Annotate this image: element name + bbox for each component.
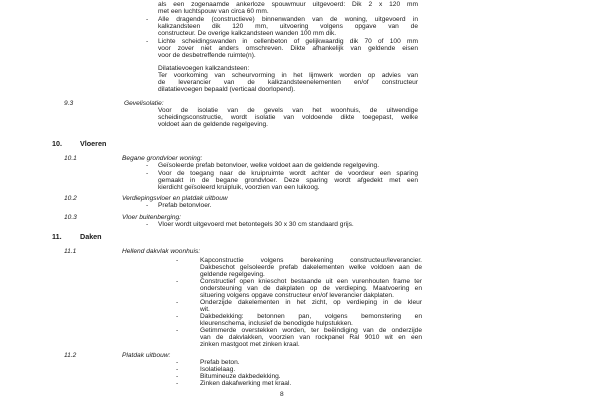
bullet-dash: - <box>176 257 179 264</box>
bullet-dash: - <box>176 359 179 366</box>
paragraph-line: Ter voorkoming van scheurvorming in het lijmwerk worden op advies van <box>158 72 418 79</box>
bullet-dash: - <box>176 313 179 320</box>
intro-bullet-line: voor zover niet anders omschreven. Dikte afhankelijk van geldende eisen <box>158 45 418 52</box>
bullet-dash: - <box>146 170 149 177</box>
bullet-line: gemaakt in de begane grondvloer. Deze sparing wordt afgedekt met een <box>158 177 418 184</box>
bullet-line: kleurenschema, inclusief de benodigde hulpstukken. <box>200 320 353 327</box>
section-title: Vloer buitenberging: <box>122 214 182 221</box>
paragraph-line: voldoet aan de geldende regelgeving. <box>158 121 268 128</box>
bullet-line: Voor de toegang naar de kruipruimte wordt achter de voordeur een sparing <box>158 170 418 177</box>
bullet-dash: - <box>176 373 179 380</box>
bullet-line: zinken mastgoot met zinken kraal. <box>200 341 300 348</box>
bullet-dash: - <box>176 278 179 285</box>
bullet-line: geldende regelgeving. <box>200 271 265 278</box>
section-number: 10.3 <box>64 214 77 221</box>
section-title: Platdak uitbouw: <box>122 352 171 359</box>
bullet-dash: - <box>146 16 149 23</box>
bullet-dash: - <box>146 162 149 169</box>
page-number: 8 <box>280 391 284 398</box>
bullet-line: Constructief open knieschot bestaande uit een vurenhouten frame ter <box>200 278 422 285</box>
chapter-number: 10. <box>52 139 62 148</box>
bullet-dash: - <box>176 299 179 306</box>
paragraph-line: scheidingsconstructie, wordt isolatie van voldoende dikte toegepast, welke <box>158 114 418 121</box>
paragraph-line: Voor de isolatie van de gevels van het woonhuis, de uitwendige <box>158 107 418 114</box>
bullet-line: kierdicht geïsoleerd kruipluik, voorzien van een luikoog. <box>158 184 320 191</box>
section-title: Gevelisolatie: <box>124 100 164 107</box>
intro-bullet-line: constructeur. De overige kalkzandsteen wanden 100 mm dik. <box>158 30 337 37</box>
paragraph-line: de leverancier van de kalkzandsteenelementen en/of constructeur <box>158 79 418 86</box>
bullet-dash: - <box>146 202 149 209</box>
bullet-line: situering volgens opgave constructeur en/of leverancier dakplaten. <box>200 292 394 299</box>
bullet-line: Dakbedekking: betonnen pan, volgens bemonstering en <box>200 313 422 320</box>
bullet-line: Dakbeschot geïsoleerde prefab dakelementen welke voldoen aan de <box>200 264 422 271</box>
chapter-title: Vloeren <box>80 139 107 148</box>
section-number: 10.2 <box>64 195 77 202</box>
bullet-line: Zinken dakafwerking met kraal. <box>200 380 292 387</box>
subheading: Dilatatievoegen kalkzandsteen: <box>158 65 250 72</box>
intro-bullet-line: kalkzandsteen dik 120 mm, uitvoering volgens opgave van de <box>158 23 418 30</box>
bullet-line: Bitumineuze dakbedekking. <box>200 373 281 380</box>
section-number: 10.1 <box>64 155 77 162</box>
intro-line: als een zogenaamde ankerloze spouwmuur uitgevoerd: Dik 2 x 120 mm <box>158 1 418 8</box>
intro-bullet-line: Lichte scheidingswanden in cellenbeton of gelijkwaardig dik 70 of 100 mm <box>158 38 418 45</box>
paragraph-line: dilatatievoegen bepaald (verticaal doorlopend). <box>158 86 296 93</box>
bullet-line: Prefab betonvloer. <box>158 202 212 209</box>
bullet-line: Vloer wordt uitgevoerd met betontegels 30 x 30 cm standaard grijs. <box>158 221 354 228</box>
bullet-line: Onderzijde dakelementen in het zicht, op verdieping in de kleur <box>200 299 422 306</box>
bullet-line: Geïsoleerde prefab betonvloer, welke voldoet aan de geldende regelgeving. <box>158 162 380 169</box>
chapter-title: Daken <box>80 232 102 241</box>
section-title: Hellend dakvlak woonhuis: <box>122 248 201 255</box>
bullet-line: ondersteuning van de dakplaten op de verdieping. Maatvoering en <box>200 285 422 292</box>
section-number: 11.1 <box>64 248 77 255</box>
bullet-dash: - <box>176 327 179 334</box>
chapter-number: 11. <box>52 232 62 241</box>
section-title: Begane grondvloer woning: <box>122 155 203 162</box>
section-number: 9.3 <box>64 100 74 107</box>
intro-bullet-line: voor de desbetreffende ruimte(n). <box>158 52 256 59</box>
bullet-dash: - <box>176 366 179 373</box>
bullet-line: Kapconstructie volgens berekening constructeur/leverancier. <box>200 257 422 264</box>
bullet-dash: - <box>146 38 149 45</box>
bullet-dash: - <box>146 221 149 228</box>
bullet-line: Prefab beton. <box>200 359 240 366</box>
bullet-line: van de dakvlakken, voorzien van rockpanel Ral 9010 wit en een <box>200 334 422 341</box>
bullet-line: Isolatielaag. <box>200 366 236 373</box>
bullet-dash: - <box>176 380 179 387</box>
intro-line: met een luchtspouw van circa 60 mm. <box>158 8 269 15</box>
intro-bullet-line: Alle dragende (constructieve) binnenwanden van de woning, uitgevoerd in <box>158 16 418 23</box>
bullet-line: wit. <box>200 306 210 313</box>
section-number: 11.2 <box>64 352 77 359</box>
section-title: Verdiepingsvloer en platdak uitbouw <box>122 195 228 202</box>
bullet-line: Getimmerde overstekken worden, ter beëindiging van de onderzijde <box>200 327 422 334</box>
